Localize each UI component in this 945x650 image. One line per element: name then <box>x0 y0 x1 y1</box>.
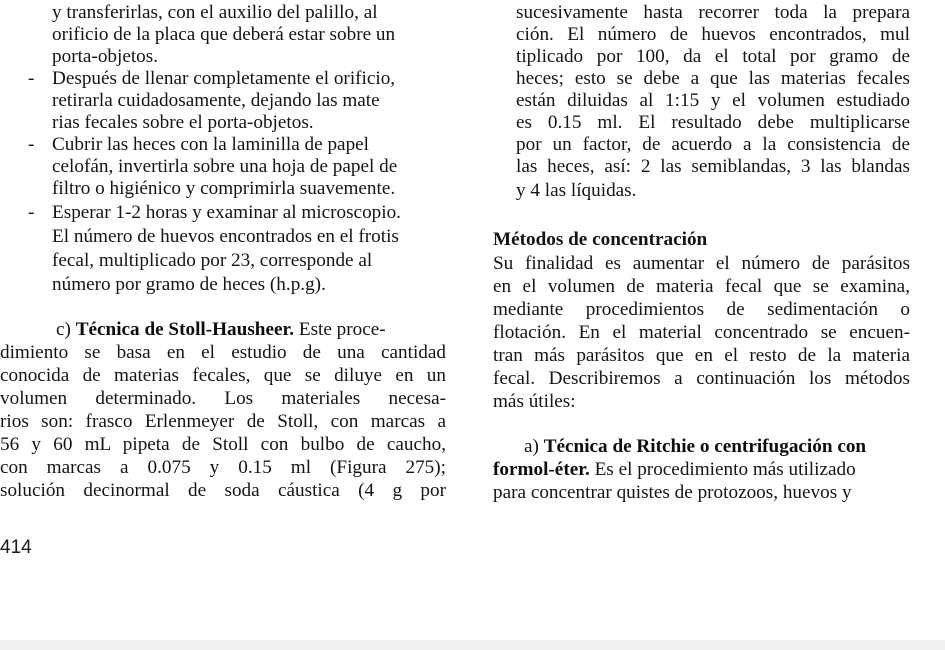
text-line: fecal, multiplicado por 23, corresponde al <box>52 250 373 271</box>
text-fragment: Este proce- <box>294 319 386 340</box>
text-line: Cubrir las heces con la laminilla de papel <box>52 134 370 155</box>
text-line: conocida de materias fecales, que se diluye en un <box>0 365 446 386</box>
text-line: por un factor, de acuerdo a la consistencia de <box>516 134 910 155</box>
text-line: número por gramo de heces (h.p.g). <box>52 274 326 295</box>
bullet-dash: - <box>28 134 35 155</box>
text-line: ción. El número de huevos encontrados, mul <box>516 24 910 45</box>
text-line: Esperar 1-2 horas y examinar al microscopio. <box>52 202 401 223</box>
text-line: para concentrar quistes de protozoos, huevos y <box>493 482 852 503</box>
text-line: más útiles: <box>493 391 576 412</box>
text-line: y 4 las líquidas. <box>516 180 637 201</box>
text-line: solución decinormal de soda cáustica (4 g por <box>0 480 446 501</box>
viewer-bottom-band <box>0 640 945 650</box>
text-line: en el volumen de materia fecal que se examina, <box>493 276 910 297</box>
section-title: Técnica de Ritchie o centrifugación con <box>543 436 867 457</box>
section-title: Técnica de Stoll-Hausheer. <box>75 319 295 340</box>
section-heading: Métodos de concentración <box>493 229 708 250</box>
text-line: rias fecales sobre el porta-objetos. <box>52 112 314 133</box>
text-line: las heces, así: 2 las semiblandas, 3 las blandas <box>516 156 910 177</box>
section-prefix: c) <box>56 319 76 340</box>
text-line: y transferirlas, con el auxilio del palillo, al <box>52 2 378 23</box>
section-title-continuation: formol-éter. <box>493 459 590 480</box>
text-line: tran más parásitos que en el resto de la materia <box>493 345 910 366</box>
text-line: rios son: frasco Erlenmeyer de Stoll, con marcas a <box>0 411 446 432</box>
text-line: El número de huevos encontrados en el frotis <box>52 226 399 247</box>
text-line: sucesivamente hasta recorrer toda la prepara <box>516 2 910 23</box>
text-line: flotación. En el material concentrado se encuen- <box>493 322 910 343</box>
section-prefix: a) <box>524 436 544 457</box>
text-line: Después de llenar completamente el orificio, <box>52 68 396 89</box>
text-line: heces; esto se debe a que las materias fecales <box>516 68 910 89</box>
text-line: volumen determinado. Los materiales necesa- <box>0 388 446 409</box>
bullet-dash: - <box>28 68 35 89</box>
text-line: celofán, invertirla sobre una hoja de papel de <box>52 156 398 177</box>
text-line: porta-objetos. <box>52 46 159 67</box>
page-number: 414 <box>0 537 32 558</box>
text-line: mediante procedimientos de sedimentación o <box>493 299 910 320</box>
text-line: Su finalidad es aumentar el número de parásitos <box>493 253 910 274</box>
text-line: tiplicado por 100, da el total por gramo de <box>516 46 910 67</box>
text-fragment: Es el procedimiento más utilizado <box>589 459 856 480</box>
text-line: filtro o higiénico y comprimirla suavemente. <box>52 178 396 199</box>
ritchie-section-second-line <box>493 459 856 481</box>
ritchie-section-first-line <box>524 436 866 458</box>
text-line: retirarla cuidadosamente, dejando las mate <box>52 90 380 111</box>
text-line: es 0.15 ml. El resultado debe multiplicarse <box>516 112 910 133</box>
text-line: fecal. Describiremos a continuación los métodos <box>493 368 910 389</box>
stoll-section-first-line <box>56 319 386 341</box>
text-line: con marcas a 0.075 y 0.15 ml (Figura 275); <box>0 457 446 478</box>
text-line: están diluidas al 1:15 y el volumen estudiado <box>516 90 910 111</box>
text-line: dimiento se basa en el estudio de una cantidad <box>0 342 446 363</box>
text-line: orificio de la placa que deberá estar sobre un <box>52 24 396 45</box>
text-line: 56 y 60 mL pipeta de Stoll con bulbo de caucho, <box>0 434 446 455</box>
bullet-dash: - <box>28 202 35 223</box>
